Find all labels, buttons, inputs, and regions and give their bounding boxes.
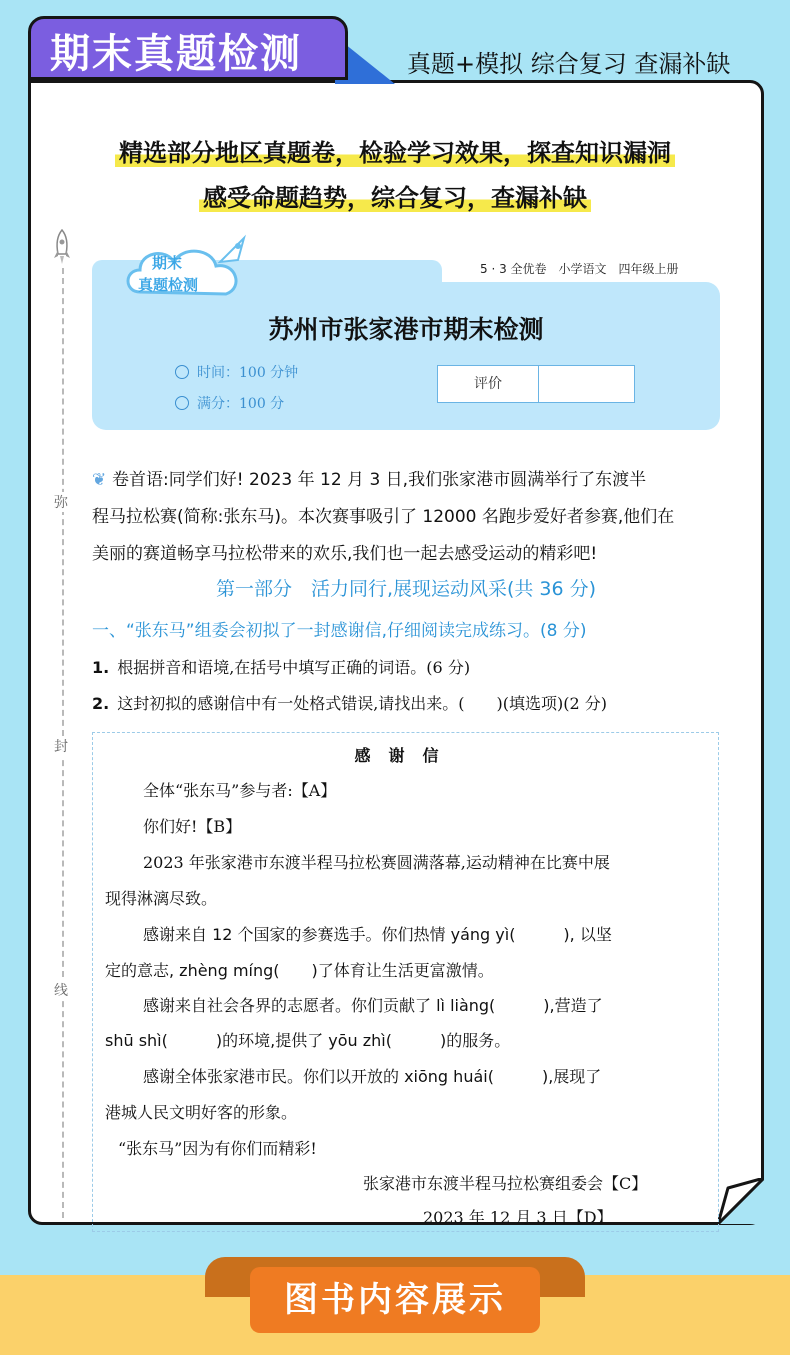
question-2-number: 2. bbox=[92, 694, 110, 713]
grade-box bbox=[437, 365, 635, 403]
letter-p4-line-2: 港城人民文明好客的形象。 bbox=[105, 1103, 298, 1122]
letter-p1-line-2: 现得淋漓尽致。 bbox=[105, 889, 218, 908]
grade-value-field bbox=[539, 366, 634, 402]
header-title: 期末真题检测 bbox=[50, 31, 302, 77]
score-row bbox=[175, 393, 284, 413]
part-title: 第一部分 活力同行,展现运动风采(共 36 分) bbox=[215, 578, 597, 600]
cloud-logo-icon bbox=[120, 232, 260, 312]
clock-icon bbox=[175, 365, 189, 379]
question-1-text: 根据拼音和语境,在括号中填写正确的词语。(6 分) bbox=[117, 658, 471, 677]
leaf-icon: ❦ bbox=[92, 470, 107, 490]
letter-p3-line-1: 感谢来自社会各界的志愿者。你们贡献了 lì liàng( ),营造了 bbox=[143, 996, 603, 1015]
grade-label: 评价 bbox=[438, 366, 539, 402]
letter-salutation: 全体“张东马”参与者:【A】 bbox=[143, 781, 337, 800]
letter-p2-line-2: 定的意志, zhèng míng( )了体育让生活更富激情。 bbox=[105, 961, 494, 980]
letter-greeting: 你们好!【B】 bbox=[143, 817, 242, 836]
rocket-icon bbox=[52, 228, 72, 268]
letter-closing: “张东马”因为有你们而精彩! bbox=[118, 1139, 317, 1158]
preface-line-2: 程马拉松赛(简称:张东马)。本次赛事吸引了 12000 名跑步爱好者参赛,他们在 bbox=[92, 507, 675, 527]
logo-line-1: 期末 bbox=[152, 254, 183, 272]
test-title: 苏州市张家港市期末检测 bbox=[268, 315, 544, 344]
letter-date: 2023 年 12 月 3 日【D】 bbox=[423, 1208, 613, 1227]
intro-line-2 bbox=[0, 178, 790, 213]
question-1 bbox=[92, 655, 470, 678]
preface-line-3: 美丽的赛道畅享马拉松带来的欢乐,我们也一起去感受运动的精彩吧! bbox=[92, 544, 598, 564]
intro-line-2-text: 感受命题趋势，综合复习，查漏补缺 bbox=[199, 184, 591, 212]
binding-char-xian: 线 bbox=[54, 980, 68, 1000]
page-fold-corner bbox=[718, 1178, 764, 1224]
question-heading: 一、“张东马”组委会初拟了一封感谢信,仔细阅读完成练习。(8 分) bbox=[92, 621, 587, 641]
letter-signature: 张家港市东渡半程马拉松赛组委会【C】 bbox=[363, 1174, 648, 1193]
letter-p2-line-1: 感谢来自 12 个国家的参赛选手。你们热情 yáng yì( ), 以坚 bbox=[143, 925, 612, 944]
time-row bbox=[175, 362, 298, 382]
letter-p4-line-1: 感谢全体张家港市民。你们以开放的 xiōng huái( ),展现了 bbox=[143, 1067, 602, 1086]
preface bbox=[92, 462, 722, 573]
letter-p3-line-2: shū shì( )的环境,提供了 yōu zhì( )的服务。 bbox=[105, 1031, 511, 1050]
score-text: 满分：100 分 bbox=[197, 396, 285, 412]
question-1-number: 1. bbox=[92, 658, 110, 677]
binding-char-feng: 封 bbox=[54, 736, 68, 756]
check-circle-icon bbox=[175, 396, 189, 410]
preface-line-1-text: 卷首语:同学们好! 2023 年 12 月 3 日,我们张家港市圆满举行了东渡半 bbox=[112, 470, 647, 490]
section-logo bbox=[120, 232, 260, 316]
thank-you-letter bbox=[92, 732, 719, 1232]
preface-line-1 bbox=[92, 462, 722, 499]
edition-label: 5 · 3 全优卷 小学语文 四年级上册 bbox=[480, 262, 679, 276]
binding-char-mi: 弥 bbox=[54, 492, 68, 512]
banner-label: 图书内容展示 bbox=[250, 1267, 540, 1333]
intro-line-1-text: 精选部分地区真题卷，检验学习效果，探查知识漏洞 bbox=[115, 139, 675, 167]
logo-line-2: 真题检测 bbox=[138, 276, 199, 294]
question-2 bbox=[92, 691, 607, 714]
question-2-text: 这封初拟的感谢信中有一处格式错误,请找出来。( )(填选项)(2 分) bbox=[117, 694, 608, 713]
header-tagline: 真题+模拟 综合复习 查漏补缺 bbox=[407, 50, 731, 78]
intro-line-1 bbox=[0, 133, 790, 168]
time-text: 时间：100 分钟 bbox=[197, 365, 299, 381]
letter-title: 感谢信 bbox=[354, 746, 457, 765]
letter-p1-line-1: 2023 年张家港市东渡半程马拉松赛圆满落幕,运动精神在比赛中展 bbox=[143, 853, 610, 872]
footer-banner bbox=[205, 1257, 585, 1337]
